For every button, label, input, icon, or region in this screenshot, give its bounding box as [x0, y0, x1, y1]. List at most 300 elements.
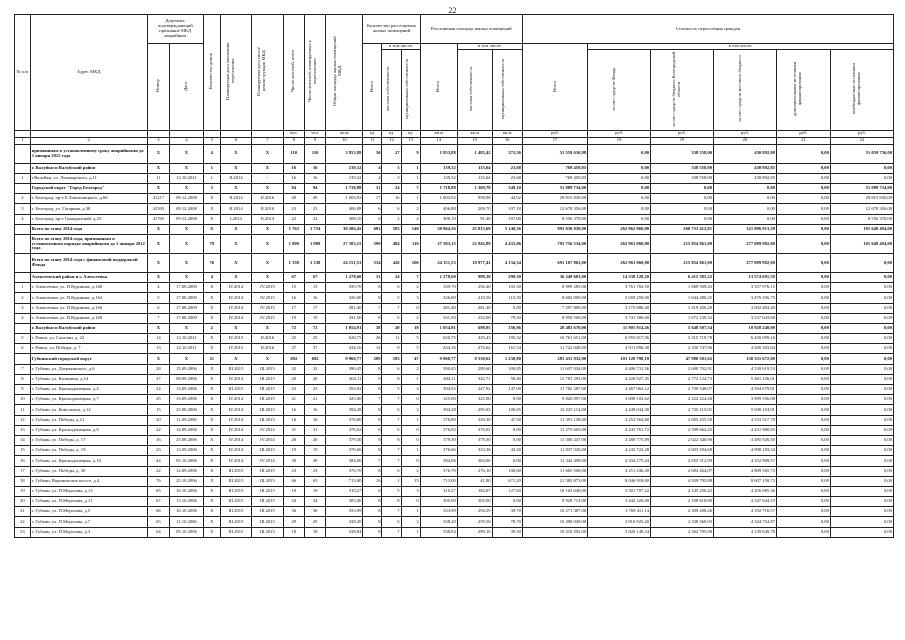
table-cell: 0,00 — [776, 486, 830, 496]
table-cell: 583 — [382, 224, 401, 234]
table-cell: 305,00 — [326, 497, 363, 507]
table-cell: 3 — [382, 173, 401, 183]
table-cell: 19 — [304, 486, 325, 496]
table-cell: 338 558,00 — [651, 144, 714, 163]
table-cell: 289 — [363, 354, 382, 364]
column-number-cell: 2 — [30, 137, 147, 144]
table-cell: 4 594 679,81 — [714, 385, 777, 395]
table-cell: X — [203, 344, 220, 354]
column-number-cell: 10 — [326, 137, 363, 144]
table-cell: 0,00 — [830, 364, 893, 374]
table-cell: 51 089 734,00 — [830, 184, 893, 194]
table-cell: 8 950 500,00 — [522, 313, 587, 323]
table-cell: 41765 — [147, 214, 169, 224]
table-cell: 21 583 873,00 — [522, 476, 587, 486]
table-cell: 4 533 317,70 — [714, 415, 777, 425]
table-cell: 09.12.2008 — [170, 204, 204, 214]
table-cell: 147,00 — [492, 385, 522, 395]
table-cell: 30 206,45 — [326, 224, 363, 234]
table-cell: IV.2014 — [220, 456, 251, 466]
table-cell: 115,50 — [492, 293, 522, 303]
table-cell: III.2015 — [252, 497, 283, 507]
table-cell: 1 — [401, 527, 420, 537]
table-cell: 4 809 565,73 — [714, 466, 777, 476]
table-cell: 769 450,85 — [522, 163, 587, 173]
table-cell: 19 — [283, 446, 304, 456]
table-cell: 3 659 250,00 — [588, 293, 651, 303]
table-cell: 0,00 — [776, 184, 830, 194]
table-cell: 8 — [363, 415, 382, 425]
table-row — [15, 425, 894, 435]
table-cell: 101 120 798,18 — [588, 354, 651, 364]
table-cell: 8 — [363, 446, 382, 456]
table-cell: 16 — [15, 456, 31, 466]
address-cell: г. Губкин, ул. Победы, д. 30 — [30, 466, 147, 476]
table-cell: 51 089 734,00 — [522, 184, 587, 194]
table-cell: 4 352 909,57 — [714, 456, 777, 466]
table-cell: 16 — [283, 415, 304, 425]
table-cell: 22 — [147, 425, 169, 435]
table-cell: 215 854 861,00 — [651, 253, 714, 272]
table-cell: III.2015 — [252, 517, 283, 527]
table-cell: X — [147, 234, 169, 253]
table-cell: 7 — [363, 303, 382, 313]
table-cell: 10 271 387,00 — [522, 507, 587, 517]
table-cell: 1 — [401, 194, 420, 204]
table-cell: 36 — [363, 144, 382, 163]
table-cell: 0,00 — [492, 425, 522, 435]
table-cell: 14 — [147, 334, 169, 344]
table-cell: 0 — [401, 456, 420, 466]
table-cell: 379,30 — [457, 435, 492, 445]
table-cell: 0,00 — [830, 303, 893, 313]
table-cell: X — [147, 163, 169, 173]
table-cell: 0,00 — [830, 527, 893, 537]
table-cell: 0,00 — [776, 405, 830, 415]
table-cell: 2 736 115,01 — [651, 405, 714, 415]
table-cell: 988,30 — [457, 272, 492, 282]
table-cell: 6 — [363, 214, 382, 224]
table-cell: 11 905 914,26 — [588, 323, 651, 333]
table-cell: 37 — [283, 344, 304, 354]
unit-cell: кв.м — [420, 130, 457, 137]
unit-cell: ед. — [401, 130, 420, 137]
address-cell: г. Алексеевка, ул. П.Кудинова, д.166 — [30, 303, 147, 313]
table-cell: 13.10.2006 — [170, 497, 204, 507]
table-cell: 0,00 — [588, 214, 651, 224]
table-cell: 0,00 — [830, 507, 893, 517]
table-cell: 7 — [147, 313, 169, 323]
table-cell: 4 — [363, 173, 382, 183]
table-cell: 310,27 — [326, 486, 363, 496]
table-cell: X — [203, 283, 220, 293]
table-cell: 1 754 — [304, 224, 325, 234]
subtotal-row — [15, 144, 894, 163]
table-cell: III.2015 — [220, 527, 251, 537]
table-cell: III.2015 — [252, 395, 283, 405]
table-cell: 12 781 293,00 — [522, 374, 587, 384]
table-row — [15, 497, 894, 507]
col-cost-fund-header: за счет средств Фонда — [588, 49, 651, 130]
address-cell: г. Губкин, ул. Победы, д. 19 — [30, 446, 147, 456]
table-cell: 0,00 — [776, 163, 830, 173]
table-cell: 0 — [401, 435, 420, 445]
table-cell: 115,64 — [457, 163, 492, 173]
table-cell: 115,64 — [457, 173, 492, 183]
table-cell: 34 — [304, 497, 325, 507]
address-cell: Губкинский городской округ — [30, 354, 147, 364]
table-cell: 49 — [304, 194, 325, 204]
table-cell: 3 — [401, 486, 420, 496]
column-number-cell: 18 — [588, 137, 651, 144]
table-cell: 0,00 — [776, 425, 830, 435]
table-cell: 0,00 — [776, 283, 830, 293]
table-cell: X — [220, 163, 251, 173]
table-cell: 7 — [363, 456, 382, 466]
table-cell: 19 — [304, 446, 325, 456]
table-cell: III.2015 — [220, 517, 251, 527]
table-cell: 1 — [203, 163, 220, 173]
table-cell: 23 — [283, 385, 304, 395]
table-row — [15, 517, 894, 527]
table-cell: 0,00 — [776, 456, 830, 466]
table-cell: 38 — [363, 323, 382, 333]
table-cell: 4 998 183,34 — [714, 446, 777, 456]
table-cell: 0,00 — [588, 173, 651, 183]
table-cell: X — [203, 497, 220, 507]
table-cell: 3 002 463,40 — [714, 303, 777, 313]
table-cell: 4 252 564,80 — [588, 415, 651, 425]
table-cell: 534 — [363, 253, 382, 272]
table-cell: 2 330 747,96 — [651, 344, 714, 354]
table-cell: X — [252, 272, 283, 282]
table-cell: 11 722 048,00 — [522, 344, 587, 354]
table-cell: 11 637 034,00 — [522, 364, 587, 374]
table-cell: 15 — [147, 405, 169, 415]
table-cell: 12 678 356,00 — [522, 204, 587, 214]
page-number: 22 — [448, 6, 457, 15]
table-cell: 390,45 — [420, 364, 457, 374]
col-planned-date-header: Планируемая дата окончания переселения — [220, 15, 251, 131]
table-cell: 3 557 976,15 — [714, 283, 777, 293]
table-cell: 0,00 — [830, 272, 893, 282]
table-cell: 19 — [283, 486, 304, 496]
table-cell: 4 449 044,30 — [588, 405, 651, 415]
table-cell: 0,00 — [776, 415, 830, 425]
table-cell: 22 — [147, 466, 169, 476]
table-cell: 0,00 — [776, 272, 830, 282]
table-cell: 183 — [382, 354, 401, 364]
table-cell: 430 892,85 — [714, 173, 777, 183]
table-cell: 0,00 — [588, 194, 651, 204]
table-cell: 2 603 594,68 — [651, 446, 714, 456]
unit-cell: ед. — [382, 130, 401, 137]
table-cell: 6 — [382, 517, 401, 527]
table-cell: 28 483 670,00 — [522, 323, 587, 333]
address-cell: г. Губкин, ул. Комсомола, д.12 — [30, 405, 147, 415]
table-cell: 247,92 — [457, 385, 492, 395]
table-cell: 326,00 — [326, 293, 363, 303]
table-cell: 9 960,77 — [420, 354, 457, 364]
table-cell: 289,60 — [457, 364, 492, 374]
col-rooms-private-header: частная собственность — [382, 49, 401, 130]
address-cell: г. Алексеевка, ул. П.Кудинова, д.160 — [30, 283, 147, 293]
table-cell: 18 — [283, 527, 304, 537]
table-cell: 0,00 — [830, 466, 893, 476]
table-cell: 0,00 — [830, 354, 893, 364]
table-cell: 14 538 128,20 — [588, 272, 651, 282]
table-cell: 9 — [382, 344, 401, 354]
table-row — [15, 293, 894, 303]
table-cell: 0 — [401, 425, 420, 435]
subtotal-row — [15, 272, 894, 282]
table-cell: 11 342 498,00 — [522, 456, 587, 466]
table-cell: X — [203, 415, 220, 425]
table-cell: 0,00 — [830, 405, 893, 415]
table-cell: 4 539 619,53 — [714, 364, 777, 374]
table-cell: 76 — [203, 253, 220, 272]
table-cell: 20 — [147, 415, 169, 425]
table-cell: 6 — [363, 486, 382, 496]
table-cell: 0,00 — [492, 303, 522, 313]
table-cell: 64 — [147, 527, 169, 537]
table-cell: 7 — [382, 527, 401, 537]
table-cell: 0,00 — [830, 395, 893, 405]
table-cell: 28 — [147, 364, 169, 374]
table-cell: I.2014 — [220, 214, 251, 224]
table-cell: 25.10.2006 — [170, 476, 204, 486]
table-cell: 394,28 — [326, 405, 363, 415]
column-number-cell: 17 — [522, 137, 587, 144]
table-cell: 4 226 927,45 — [588, 374, 651, 384]
table-cell: 0,00 — [830, 173, 893, 183]
table-cell: 0,00 — [830, 293, 893, 303]
table-cell: 0,00 — [776, 334, 830, 344]
table-cell: 1 — [401, 374, 420, 384]
table-cell: 31 — [283, 425, 304, 435]
table-cell: 3 476 356,75 — [714, 293, 777, 303]
table-cell: 11 275 605,00 — [522, 425, 587, 435]
table-cell: 3 769 411,14 — [588, 507, 651, 517]
unit-cell — [147, 130, 169, 137]
table-cell: 8 556 370,00 — [830, 214, 893, 224]
table-cell: 4 243 761,72 — [588, 425, 651, 435]
units-row — [15, 130, 894, 137]
table-cell: 49 — [283, 194, 304, 204]
col-cost-group-header: Стоимость переселения граждан — [522, 15, 893, 44]
table-cell: 17 — [363, 194, 382, 204]
table-cell: 5 — [147, 293, 169, 303]
table-row — [15, 527, 894, 537]
table-cell: 376,02 — [326, 425, 363, 435]
table-cell: 7 — [382, 507, 401, 517]
table-cell: 0,00 — [651, 194, 714, 204]
table-cell: 349,10 — [492, 184, 522, 194]
table-cell: 13 — [147, 344, 169, 354]
table-cell: II.2016 — [252, 194, 283, 204]
table-cell: 3 — [401, 385, 420, 395]
table-cell: 20 — [304, 374, 325, 384]
table-cell: 2 599 662,45 — [651, 425, 714, 435]
table-cell: 17.08.2009 — [170, 303, 204, 313]
table-cell: 15 — [401, 476, 420, 486]
unit-cell: ед. — [363, 130, 382, 137]
table-cell: 793 756 534,00 — [522, 234, 587, 253]
table-cell: 3 175 880,40 — [588, 303, 651, 313]
table-cell: 13 574 691,58 — [714, 272, 777, 282]
table-cell: 36 249 603,00 — [522, 272, 587, 282]
table-cell: 6 415 385,22 — [651, 272, 714, 282]
table-cell: 893 030 038,00 — [522, 224, 587, 234]
table-cell: 1 853,88 — [420, 144, 457, 163]
table-cell: 4 134,34 — [492, 253, 522, 272]
table-cell: 394,92 — [420, 385, 457, 395]
table-cell: 5 — [15, 334, 31, 344]
column-number-cell: 20 — [714, 137, 777, 144]
table-cell: 259,50 — [457, 517, 492, 527]
table-cell: 0,00 — [776, 253, 830, 272]
table-cell: 404,11 — [326, 374, 363, 384]
table-cell: 22 942,89 — [457, 234, 492, 253]
table-cell: 13.09.2006 — [170, 446, 204, 456]
table-cell: 1 — [401, 446, 420, 456]
column-number-cell: 22 — [830, 137, 893, 144]
table-row — [15, 173, 894, 183]
table-row — [15, 194, 894, 204]
table-cell: 43,30 — [492, 446, 522, 456]
table-cell: 209,70 — [457, 204, 492, 214]
table-cell: 698,05 — [457, 323, 492, 333]
unit-cell: руб. — [651, 130, 714, 137]
table-cell: 16 — [363, 476, 382, 486]
table-cell: 182,67 — [457, 486, 492, 496]
table-cell: X — [203, 313, 220, 323]
table-cell: 1 — [15, 173, 31, 183]
table-cell: II.2014 — [252, 214, 283, 224]
table-cell: 2 — [401, 313, 420, 323]
col-residents-header: Число жителей, всего — [283, 15, 304, 131]
table-cell: X — [252, 253, 283, 272]
table-cell: 8 — [363, 435, 382, 445]
table-cell: 3 442 320,00 — [588, 497, 651, 507]
table-cell: 17 — [283, 303, 304, 313]
unit-cell: руб. — [714, 130, 777, 137]
table-cell: 44,92 — [492, 194, 522, 204]
table-cell: X — [203, 385, 220, 395]
table-cell: 406,88 — [420, 204, 457, 214]
table-cell: III.2015 — [220, 507, 251, 517]
table-cell: 0,00 — [776, 313, 830, 323]
table-cell: II.2014 — [220, 194, 251, 204]
table-cell: IV.2014 — [220, 303, 251, 313]
table-cell: 12 678 356,00 — [830, 204, 893, 214]
table-cell: 252,00 — [457, 313, 492, 323]
subtotal-row — [15, 253, 894, 272]
table-cell: 0,00 — [776, 293, 830, 303]
table-row — [15, 385, 894, 395]
table-cell: 6 — [363, 425, 382, 435]
table-cell: 1 003,92 — [326, 194, 363, 204]
table-cell: IV.2015 — [252, 283, 283, 293]
table-cell: 8 — [382, 435, 401, 445]
table-cell: 16 — [283, 173, 304, 183]
table-cell: 29 815 830,00 — [522, 194, 587, 204]
table-cell: 72 — [304, 323, 325, 333]
col-no-header: № п/п — [15, 15, 31, 131]
table-cell: 30 964,36 — [420, 224, 457, 234]
table-cell: 339,70 — [326, 283, 363, 293]
table-cell: 379,30 — [326, 435, 363, 445]
table-cell: 11 391 138,00 — [522, 415, 587, 425]
table-cell: 331,50 — [420, 313, 457, 323]
table-cell: 338,20 — [420, 517, 457, 527]
table-cell: X — [203, 303, 220, 313]
table-cell: 0,00 — [830, 415, 893, 425]
table-cell: 9 820 097,00 — [522, 395, 587, 405]
table-cell: 0,00 — [776, 446, 830, 456]
address-cell: г. Губкин, ул. П.Морозова, д.5 — [30, 507, 147, 517]
table-cell: 15 — [15, 446, 31, 456]
table-cell: 12 — [15, 415, 31, 425]
table-cell: X — [203, 293, 220, 303]
table-cell: 25.08.2006 — [170, 435, 204, 445]
table-cell: 376,02 — [457, 425, 492, 435]
column-number-cell: 1 — [15, 137, 31, 144]
table-cell: IV.2014 — [252, 435, 283, 445]
table-cell: III.2015 — [252, 374, 283, 384]
table-cell: 4 911 896,30 — [588, 344, 651, 354]
table-cell: 0,00 — [492, 395, 522, 405]
table-cell — [15, 354, 31, 364]
table-cell: 23 — [304, 204, 325, 214]
table-cell: 10 928 248,00 — [714, 323, 777, 333]
table-cell: 19 — [15, 486, 31, 496]
table-cell: III.2015 — [252, 486, 283, 496]
table-cell: 425,43 — [457, 334, 492, 344]
table-row — [15, 466, 894, 476]
table-cell: II.2016 — [252, 334, 283, 344]
table-cell: 683 — [363, 224, 382, 234]
address-cell: г. Губкин, ул. Победы, д. 17 — [30, 435, 147, 445]
table-cell: 4 243 722,28 — [588, 446, 651, 456]
table-cell: 2 — [401, 466, 420, 476]
table-cell: 103,30 — [492, 283, 522, 293]
table-cell: 6 — [363, 204, 382, 214]
table-row — [15, 435, 894, 445]
address-cell: Всего по этапу 2014 года — [30, 224, 147, 234]
table-cell: 326,00 — [420, 293, 457, 303]
column-number-cell: 11 — [363, 137, 382, 144]
table-cell: 7 — [15, 364, 31, 374]
table-cell: 12.10.2011 — [170, 344, 204, 354]
table-cell: X — [203, 456, 220, 466]
table-cell: 67 — [147, 497, 169, 507]
address-cell: г. Губкин, ул. Калинина, д.14 — [30, 374, 147, 384]
table-cell: 197,18 — [492, 204, 522, 214]
table-cell: 8 — [363, 405, 382, 415]
col-rooms-incl-header: в том числе: — [382, 44, 420, 50]
table-cell: X — [170, 144, 204, 163]
table-cell: 1 718,88 — [420, 184, 457, 194]
table-cell: 25 — [304, 334, 325, 344]
subtotal-row — [15, 354, 894, 364]
table-cell: X — [147, 184, 169, 194]
table-cell: 692 — [283, 354, 304, 364]
table-cell: 7 — [363, 395, 382, 405]
table-cell: 0,00 — [588, 184, 651, 194]
table-cell: 12 225 114,00 — [522, 405, 587, 415]
unit-cell: кв.м — [457, 130, 492, 137]
